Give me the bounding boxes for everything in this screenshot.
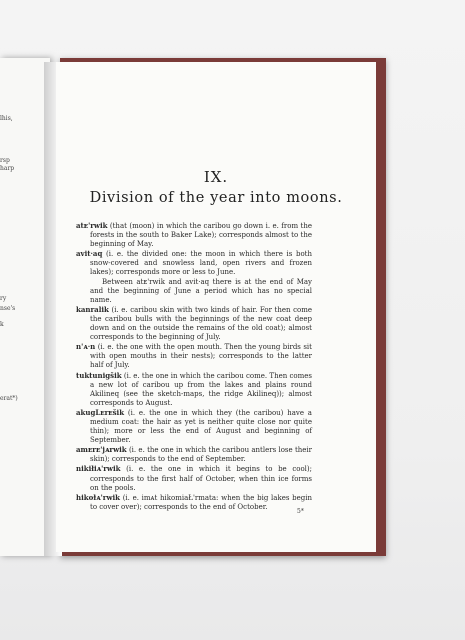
margin-fragment: ry: [0, 295, 7, 302]
margin-fragment: nse's: [0, 305, 16, 312]
moon-term: hikoɫᴀ'rwik: [76, 492, 120, 502]
moon-term: avit·aq: [76, 249, 103, 259]
page-number: 5*: [297, 508, 304, 515]
moon-entry: [76, 221, 312, 249]
left-page: [0, 58, 50, 556]
chapter-title: Division of the year into moons.: [89, 190, 343, 206]
moon-entries: [76, 221, 312, 512]
moon-term: amᴇrᴇ'jᴀrwik: [76, 445, 127, 455]
moon-entry: [76, 493, 312, 512]
moon-entry: [76, 371, 312, 408]
moon-description: (i. e. the one in which the caribou antlers lose their skin); corresponds to the end of September.: [90, 446, 312, 464]
moon-description: (i. e. the one with the open mouth. Then the young birds sit with open mouths in their nests); corresponds to the latter half of July.: [90, 343, 312, 370]
moon-entry: [76, 464, 312, 492]
margin-fragment: erat*): [0, 395, 18, 402]
margin-fragment: harp: [0, 165, 15, 172]
moon-entry: [76, 408, 312, 445]
moon-entry: [76, 342, 312, 370]
moon-entry: [76, 445, 312, 464]
chapter-number: IX.: [203, 168, 229, 186]
moon-term: n'ᴀ·n: [76, 342, 96, 352]
moon-entry: [76, 305, 312, 342]
moon-entry: [76, 249, 312, 277]
moon-description: (i. e. imᴀt hikomiaŁ'rmata: when the big lakes begin to cover over); corresponds to the end of October.: [90, 493, 312, 511]
moon-description: (i. e. the one in which they (the caribou) have a medium coat: the hair as yet is neither quite close nor quite thin); more or less the end of August and beginning of September.: [90, 408, 312, 445]
margin-fragment: k: [0, 321, 4, 328]
moon-term: tuktunigšik: [76, 370, 122, 380]
moon-term: atᴇ'rwik: [76, 221, 108, 230]
moon-term: akugLᴇrᴇšik: [76, 407, 125, 417]
margin-fragment: lhis,: [0, 115, 13, 122]
moon-description: (that (moon) in which the caribou go down i. e. from the forests in the south to Baker Lake); corresponds almost to the beginning of May.: [90, 222, 312, 249]
moon-term: kanralik: [76, 304, 109, 314]
margin-fragment: rsp: [0, 157, 10, 164]
note-paragraph: Between atᴇ'rwik and avit·aq there is at the end of May and the beginning of June a period which has no special name.: [90, 277, 312, 304]
moon-description: (i. e. caribou skin with two kinds of hair. For then come the caribou bulls with the beginnings of the new coat deep down and on the outside the remains of the old coat); almost corresponds to the beginning of July.: [90, 305, 312, 342]
moon-description: (i. e. the one in which it begins to be cool); corresponds to the first half of October, when thin ice forms on the pools.: [90, 465, 312, 492]
moon-description: (i. e. the one in which the caribou come. Then comes a new lot of caribou up from the lakes and plains round Akilineq (see the sketch-maps, the ridge Akilineq)); almost corresponds to August.: [90, 371, 312, 407]
moon-term: nikiłiᴀ'rwik: [76, 464, 121, 474]
moon-description: (i. e. the divided one: the moon in which there is both snow-covered and snowless land, open rivers and frozen lakes); corresponds more or less to June.: [90, 250, 312, 277]
